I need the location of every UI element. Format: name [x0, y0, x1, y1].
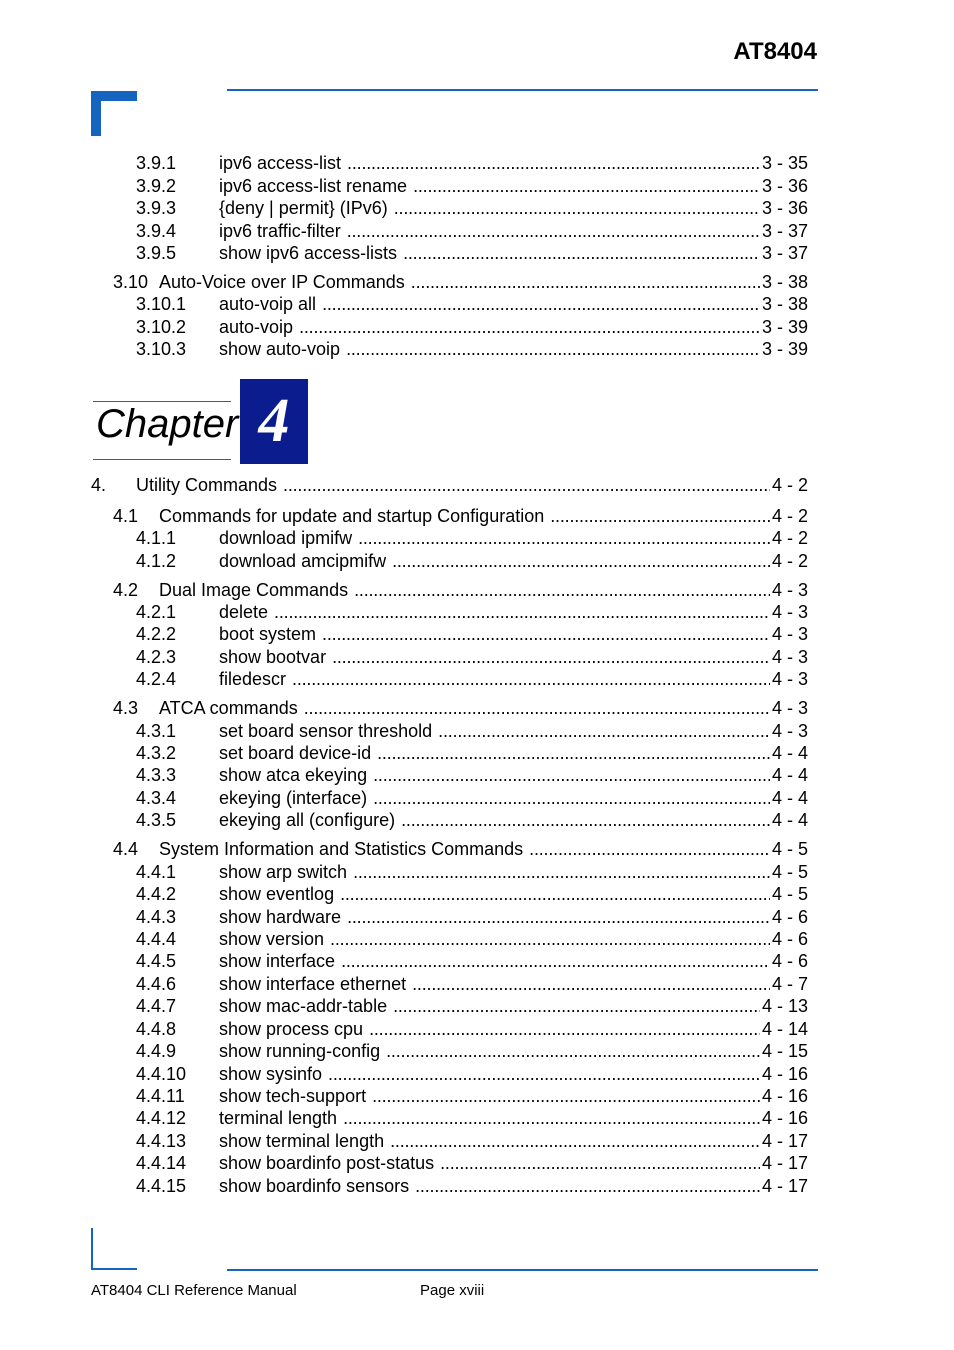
toc-leader-dots	[369, 1019, 760, 1040]
toc-entry-number: 4.4.14	[136, 1153, 187, 1173]
toc-entry[interactable]	[136, 974, 808, 996]
toc-leader-dots	[373, 788, 770, 809]
toc-entry[interactable]	[136, 929, 808, 951]
toc-entry-number: 4.3.2	[136, 743, 177, 763]
toc-entry[interactable]	[136, 1041, 808, 1063]
toc-entry[interactable]	[136, 884, 808, 906]
toc-entry-number: 4.1.1	[136, 528, 177, 548]
toc-entry-page: 4 - 17	[761, 1176, 808, 1196]
toc-entry-title: Dual Image Commands	[159, 580, 349, 600]
toc-entry-number: 4.4.1	[136, 862, 177, 882]
toc-leader-dots	[438, 721, 770, 742]
toc-leader-dots	[292, 669, 770, 690]
toc-entry-title: Commands for update and startup Configuration	[159, 506, 545, 526]
toc-entry-title: show atca ekeying	[219, 765, 368, 785]
toc-entry-page: 4 - 3	[771, 669, 808, 689]
toc-entry-number: 4.4.10	[136, 1064, 187, 1084]
toc-entry[interactable]	[136, 810, 808, 832]
toc-leader-dots	[401, 810, 770, 831]
toc-entry-number: 4.3.3	[136, 765, 177, 785]
header-rule	[227, 89, 818, 91]
toc-entry-page: 3 - 35	[761, 153, 808, 173]
toc-entry-page: 4 - 16	[761, 1064, 808, 1084]
toc-entry[interactable]	[113, 698, 808, 720]
toc-leader-dots	[413, 176, 760, 197]
toc-leader-dots	[411, 272, 760, 293]
toc-leader-dots	[353, 862, 770, 883]
toc-entry-page: 4 - 14	[761, 1019, 808, 1039]
toc-entry-title: boot system	[219, 624, 317, 644]
toc-entry-title: delete	[219, 602, 269, 622]
toc-entry-page: 4 - 2	[771, 551, 808, 571]
toc-entry-number: 4.1	[113, 506, 139, 526]
toc-entry-number: 4.4.4	[136, 929, 177, 949]
toc-entry-page: 4 - 16	[761, 1108, 808, 1128]
toc-leader-dots	[412, 974, 770, 995]
toc-entry-page: 3 - 36	[761, 176, 808, 196]
toc-entry-page: 4 - 4	[771, 788, 808, 808]
toc-entry-number: 4.3.1	[136, 721, 177, 741]
toc-leader-dots	[347, 153, 760, 174]
toc-entry-title: set board device-id	[219, 743, 372, 763]
toc-entry-page: 4 - 4	[771, 743, 808, 763]
chapter-heading: Chapter	[96, 402, 239, 446]
toc-leader-dots	[347, 907, 770, 928]
toc-entry-title: ipv6 access-list rename	[219, 176, 408, 196]
toc-entry-page: 4 - 7	[771, 974, 808, 994]
toc-entry-title: download amcipmifw	[219, 551, 387, 571]
toc-entry-title: ipv6 traffic-filter	[219, 221, 341, 241]
toc-entry-page: 4 - 6	[771, 951, 808, 971]
toc-entry-page: 4 - 2	[771, 506, 808, 526]
toc-entry-title: show boardinfo sensors	[219, 1176, 410, 1196]
toc-entry-number: 4.2.4	[136, 669, 177, 689]
toc-entry-page: 3 - 38	[761, 294, 808, 314]
toc-entry-page: 3 - 38	[761, 272, 808, 292]
toc-entry-number: 4.4.15	[136, 1176, 187, 1196]
toc-entry-title: show process cpu	[219, 1019, 364, 1039]
toc-entry[interactable]	[136, 907, 808, 929]
toc-leader-dots	[299, 317, 760, 338]
toc-entry-number: 4.3.5	[136, 810, 177, 830]
toc-entry-title: ATCA commands	[159, 698, 298, 718]
toc-leader-dots	[415, 1176, 760, 1197]
toc-entry-title: terminal length	[219, 1108, 338, 1128]
toc-entry-number: 4.2.1	[136, 602, 177, 622]
toc-leader-dots	[340, 884, 770, 905]
toc-entry[interactable]	[136, 647, 808, 669]
toc-entry-title: ekeying (interface)	[219, 788, 368, 808]
toc-entry-title: show mac-addr-table	[219, 996, 388, 1016]
toc-entry-page: 4 - 3	[771, 624, 808, 644]
footer-corner-vertical	[91, 1228, 93, 1270]
toc-entry[interactable]	[113, 506, 808, 528]
toc-entry-number: 3.10.2	[136, 317, 187, 337]
toc-entry-title: show hardware	[219, 907, 342, 927]
toc-entry[interactable]	[136, 221, 808, 243]
toc-leader-dots	[372, 1086, 760, 1107]
toc-entry-title: show bootvar	[219, 647, 327, 667]
document-title: AT8404	[733, 38, 817, 65]
toc-entry-title: show tech-support	[219, 1086, 367, 1106]
toc-entry-title: download ipmifw	[219, 528, 353, 548]
toc-entry-title: System Information and Statistics Commands	[159, 839, 524, 859]
toc-entry[interactable]	[113, 580, 808, 602]
toc-entry-page: 4 - 6	[771, 929, 808, 949]
toc-entry-title: Auto-Voice over IP Commands	[159, 272, 405, 292]
toc-entry[interactable]	[136, 198, 808, 220]
toc-entry-number: 4.4.13	[136, 1131, 187, 1151]
toc-entry-page: 4 - 17	[761, 1131, 808, 1151]
toc-entry-title: show interface ethernet	[219, 974, 407, 994]
toc-entry-page: 3 - 39	[761, 317, 808, 337]
toc-entry-number: 4.4.9	[136, 1041, 177, 1061]
toc-leader-dots	[373, 765, 770, 786]
toc-entry-title: show boardinfo post-status	[219, 1153, 435, 1173]
toc-leader-dots	[304, 698, 770, 719]
toc-entry-page: 4 - 3	[771, 698, 808, 718]
toc-entry[interactable]	[136, 528, 808, 550]
toc-leader-dots	[393, 996, 760, 1017]
toc-entry-page: 4 - 17	[761, 1153, 808, 1173]
toc-leader-dots	[283, 475, 770, 496]
toc-leader-dots	[346, 339, 760, 360]
toc-entry-title: Utility Commands	[136, 475, 278, 495]
toc-entry-page: 4 - 5	[771, 862, 808, 882]
toc-entry-title: ipv6 access-list	[219, 153, 342, 173]
toc-entry-page: 4 - 2	[771, 475, 808, 495]
toc-entry-page: 4 - 6	[771, 907, 808, 927]
toc-entry-title: show sysinfo	[219, 1064, 323, 1084]
toc-entry-title: auto-voip all	[219, 294, 317, 314]
toc-entry[interactable]	[136, 317, 808, 339]
toc-leader-dots	[529, 839, 770, 860]
toc-entry-number: 4.4.11	[136, 1086, 185, 1106]
toc-entry-number: 4.4.6	[136, 974, 177, 994]
toc-entry-number: 3.9.1	[136, 153, 177, 173]
toc-entry-title: show ipv6 access-lists	[219, 243, 398, 263]
toc-entry[interactable]	[136, 765, 808, 787]
toc-leader-dots	[332, 647, 770, 668]
toc-entry-title: show running-config	[219, 1041, 381, 1061]
toc-entry-number: 4.4.12	[136, 1108, 187, 1128]
toc-entry-page: 4 - 13	[761, 996, 808, 1016]
toc-entry-title: show version	[219, 929, 325, 949]
toc-entry-number: 4.	[91, 475, 107, 495]
toc-entry[interactable]	[136, 721, 808, 743]
toc-entry[interactable]	[113, 272, 808, 294]
toc-entry[interactable]	[136, 1131, 808, 1153]
toc-entry-number: 4.1.2	[136, 551, 177, 571]
toc-entry-title: show arp switch	[219, 862, 348, 882]
corner-mark-vertical	[91, 91, 101, 136]
toc-entry[interactable]	[91, 475, 808, 497]
toc-leader-dots	[392, 551, 770, 572]
toc-entry-number: 3.10.1	[136, 294, 187, 314]
toc-entry-number: 3.9.3	[136, 198, 177, 218]
toc-entry[interactable]	[136, 624, 808, 646]
toc-entry[interactable]	[113, 839, 808, 861]
toc-entry[interactable]	[136, 996, 808, 1018]
toc-entry[interactable]	[136, 951, 808, 973]
toc-entry[interactable]	[136, 153, 808, 175]
toc-entry[interactable]	[136, 1176, 808, 1198]
chapter-rule-bottom	[93, 459, 231, 460]
toc-leader-dots	[394, 198, 760, 219]
toc-entry[interactable]	[136, 862, 808, 884]
toc-entry[interactable]	[136, 339, 808, 361]
toc-leader-dots	[322, 624, 770, 645]
toc-entry-page: 4 - 5	[771, 839, 808, 859]
toc-entry-title: auto-voip	[219, 317, 294, 337]
toc-leader-dots	[330, 929, 770, 950]
toc-entry-page: 4 - 3	[771, 647, 808, 667]
toc-entry[interactable]	[136, 1153, 808, 1175]
toc-entry-page: 4 - 4	[771, 810, 808, 830]
toc-entry-page: 4 - 3	[771, 602, 808, 622]
toc-leader-dots	[328, 1064, 760, 1085]
toc-entry-page: 4 - 16	[761, 1086, 808, 1106]
toc-leader-dots	[377, 743, 770, 764]
toc-leader-dots	[347, 221, 760, 242]
toc-entry[interactable]	[136, 551, 808, 573]
toc-entry-number: 3.10.3	[136, 339, 187, 359]
toc-leader-dots	[354, 580, 770, 601]
toc-entry-number: 4.4	[113, 839, 139, 859]
toc-entry-number: 4.2	[113, 580, 139, 600]
toc-leader-dots	[390, 1131, 760, 1152]
footer-rule	[227, 1269, 818, 1271]
toc-entry-title: show auto-voip	[219, 339, 341, 359]
toc-leader-dots	[440, 1153, 760, 1174]
toc-entry-title: filedescr	[219, 669, 287, 689]
toc-entry-number: 4.4.8	[136, 1019, 177, 1039]
toc-entry-number: 4.4.7	[136, 996, 177, 1016]
toc-entry-number: 3.10	[113, 272, 149, 292]
toc-leader-dots	[358, 528, 770, 549]
toc-entry-number: 4.4.3	[136, 907, 177, 927]
toc-entry-page: 4 - 4	[771, 765, 808, 785]
footer-manual-title: AT8404 CLI Reference Manual	[91, 1282, 297, 1299]
toc-entry-page: 4 - 5	[771, 884, 808, 904]
toc-entry-page: 3 - 39	[761, 339, 808, 359]
toc-entry[interactable]	[136, 602, 808, 624]
toc-entry-number: 4.3.4	[136, 788, 177, 808]
toc-entry[interactable]	[136, 1108, 808, 1130]
toc-entry[interactable]	[136, 788, 808, 810]
toc-entry-title: ekeying all (configure)	[219, 810, 396, 830]
toc-entry-page: 4 - 2	[771, 528, 808, 548]
toc-entry-page: 4 - 15	[761, 1041, 808, 1061]
toc-entry-page: 3 - 37	[761, 243, 808, 263]
footer-page-number: Page xviii	[420, 1282, 485, 1299]
toc-entry[interactable]	[136, 1064, 808, 1086]
chapter-number-badge: 4	[240, 379, 308, 464]
toc-entry[interactable]	[136, 1086, 808, 1108]
footer-corner-horizontal	[91, 1268, 137, 1270]
toc-entry[interactable]	[136, 743, 808, 765]
toc-entry-number: 3.9.4	[136, 221, 177, 241]
toc-entry-number: 4.2.3	[136, 647, 177, 667]
toc-leader-dots	[403, 243, 760, 264]
toc-entry-page: 4 - 3	[771, 580, 808, 600]
toc-entry[interactable]	[136, 294, 808, 316]
toc-entry-page: 3 - 37	[761, 221, 808, 241]
toc-entry-number: 4.3	[113, 698, 139, 718]
toc-entry-number: 3.9.5	[136, 243, 177, 263]
toc-entry[interactable]	[136, 1019, 808, 1041]
toc-leader-dots	[550, 506, 770, 527]
toc-entry-title: {deny | permit} (IPv6)	[219, 198, 388, 218]
toc-entry[interactable]	[136, 243, 808, 265]
toc-leader-dots	[343, 1108, 760, 1129]
toc-entry-title: set board sensor threshold	[219, 721, 433, 741]
toc-entry[interactable]	[136, 669, 808, 691]
toc-entry-page: 3 - 36	[761, 198, 808, 218]
toc-leader-dots	[274, 602, 770, 623]
toc-entry-number: 4.4.2	[136, 884, 177, 904]
toc-entry[interactable]	[136, 176, 808, 198]
toc-entry-number: 4.4.5	[136, 951, 177, 971]
toc-entry-title: show terminal length	[219, 1131, 385, 1151]
toc-leader-dots	[386, 1041, 760, 1062]
toc-entry-title: show interface	[219, 951, 336, 971]
toc-entry-number: 4.2.2	[136, 624, 177, 644]
toc-entry-page: 4 - 3	[771, 721, 808, 741]
toc-leader-dots	[322, 294, 760, 315]
toc-entry-number: 3.9.2	[136, 176, 177, 196]
toc-leader-dots	[341, 951, 770, 972]
toc-entry-title: show eventlog	[219, 884, 335, 904]
